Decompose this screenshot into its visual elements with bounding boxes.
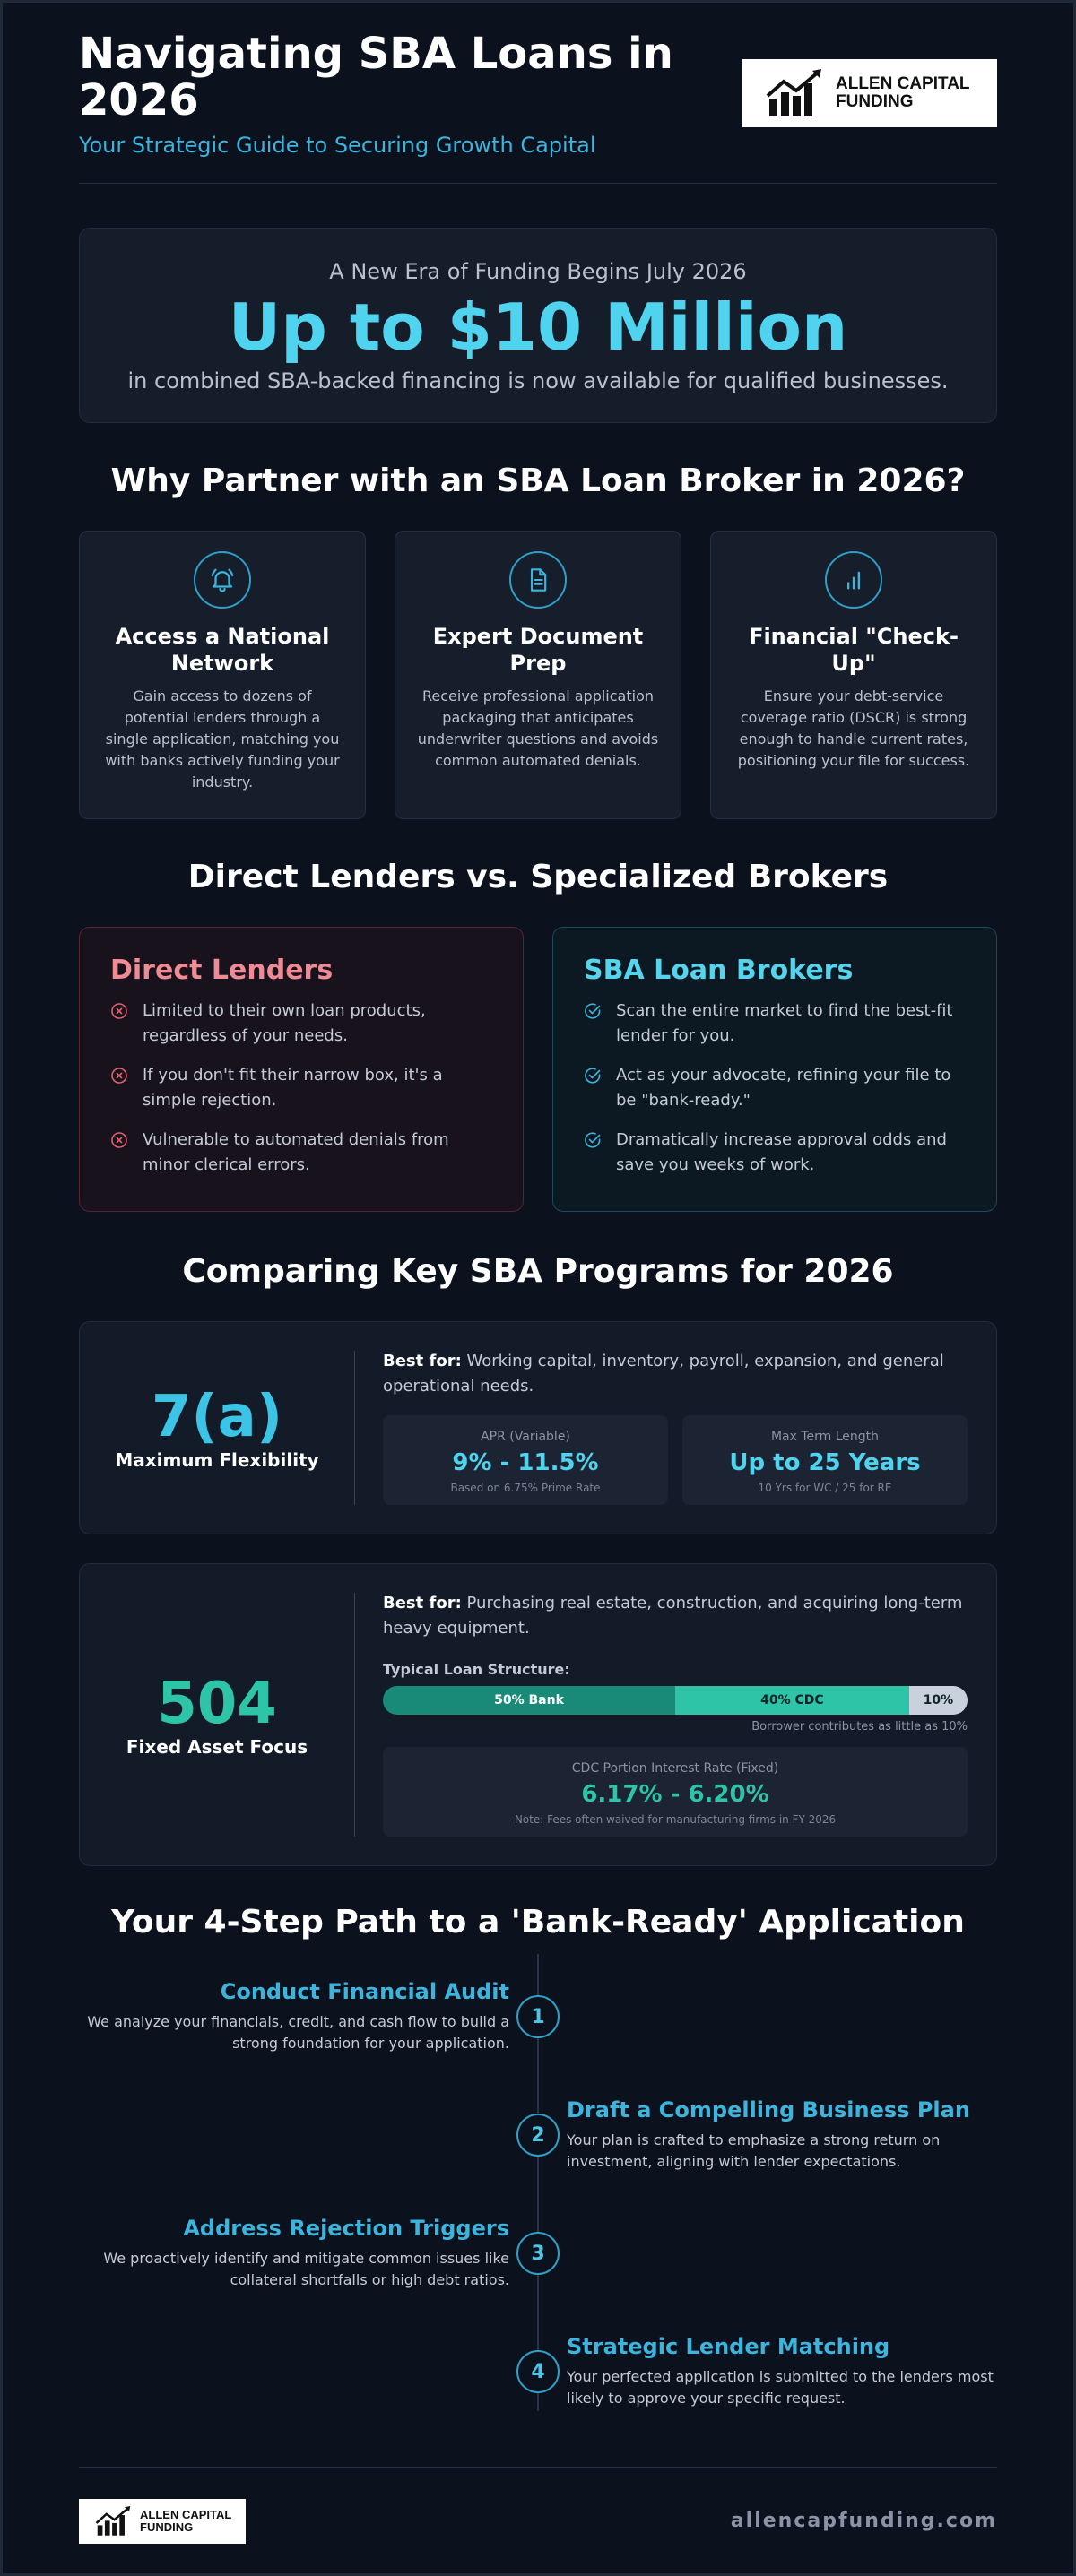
check-circle-icon (584, 1067, 602, 1085)
logo-line-2: FUNDING (140, 2520, 194, 2534)
step-text: We proactively identify and mitigate common issues like collateral shortfalls or high debt ratios. (103, 2250, 509, 2288)
company-logo[interactable] (742, 59, 997, 127)
direct-lenders-panel (79, 927, 524, 1212)
hero-pretext: A New Era of Funding Begins July 2026 (329, 259, 747, 284)
apr-stat (383, 1415, 668, 1505)
growth-chart-logo-icon (766, 69, 825, 117)
why-card-network (79, 531, 366, 819)
hero-panel (79, 228, 997, 423)
program-divider (354, 1593, 355, 1837)
program-7a-number: 7(a) (151, 1384, 283, 1450)
program-504-summary (80, 1564, 354, 1865)
stat-value: 6.17% - 6.20% (581, 1781, 769, 1808)
card-title: Financial "Check-Up" (749, 624, 959, 676)
why-cards (79, 531, 997, 819)
growth-chart-logo-icon (95, 2506, 133, 2537)
program-7a-best-for (383, 1349, 968, 1399)
loan-structure-note: Borrower contributes as little as 10% (751, 1720, 968, 1733)
step-title: Address Rejection Triggers (183, 2216, 509, 2241)
why-card-checkup (710, 531, 997, 819)
direct-lenders-list (110, 998, 492, 1178)
program-7a-subtitle: Maximum Flexibility (115, 1449, 319, 1471)
cdc-rate-stat (383, 1747, 968, 1837)
logo-text (836, 75, 970, 111)
step-4 (567, 2334, 997, 2409)
list-item-text: Limited to their own loan products, regardless of your needs. (143, 1001, 426, 1045)
program-504-number: 504 (157, 1671, 277, 1737)
list-item (110, 998, 492, 1049)
list-item (584, 1063, 966, 1113)
step-text: Your plan is crafted to emphasize a strong return on investment, aligning with lender expectations. (567, 2131, 941, 2170)
loan-structure-bar (383, 1686, 968, 1715)
program-504-subtitle: Fixed Asset Focus (126, 1736, 308, 1758)
step-text: We analyze your financials, credit, and cash flow to build a strong foundation for your application. (87, 2013, 509, 2052)
compare-panels (79, 927, 997, 1212)
step-2 (567, 2097, 997, 2173)
check-circle-icon (584, 1131, 602, 1149)
step-title: Conduct Financial Audit (220, 1979, 509, 2004)
sba-brokers-list (584, 998, 966, 1178)
program-divider (354, 1351, 355, 1505)
list-item (110, 1063, 492, 1113)
loan-structure-segment: 40% CDC (675, 1686, 909, 1715)
check-circle-icon (584, 1002, 602, 1020)
program-7a-panel (79, 1321, 997, 1534)
step-title: Strategic Lender Matching (567, 2334, 890, 2359)
steps-section-title: Your 4-Step Path to a 'Bank-Ready' Application (111, 1904, 965, 1941)
program-504-best-for (383, 1591, 968, 1641)
header-divider (79, 183, 997, 184)
list-item (584, 1128, 966, 1178)
logo-line-1: ALLEN CAPITAL (140, 2508, 232, 2521)
hero-posttext: in combined SBA-backed financing is now available for qualified businesses. (127, 368, 949, 393)
loan-structure-label: Typical Loan Structure: (383, 1661, 570, 1678)
x-circle-icon (110, 1002, 128, 1020)
step-number-2: 2 (516, 2114, 560, 2157)
loan-structure-segment: 10% (909, 1686, 968, 1715)
list-item-text: If you don't fit their narrow box, it's a simple rejection. (143, 1066, 443, 1110)
step-number-3: 3 (516, 2232, 560, 2275)
step-1 (79, 1979, 509, 2054)
program-504-details (383, 1591, 968, 1678)
card-title: Access a National Network (115, 624, 330, 676)
best-for-label: Best for: (383, 1594, 462, 1612)
bar-chart-icon (825, 551, 882, 609)
hero-amount: Up to $10 Million (228, 290, 848, 365)
list-item-text: Dramatically increase approval odds and save you weeks of work. (616, 1130, 947, 1174)
bell-icon (194, 551, 251, 609)
card-text: Gain access to dozens of potential lenders through a single application, matching you with banks actively funding your industry. (105, 687, 340, 791)
logo-text (140, 2509, 231, 2534)
list-item-text: Act as your advocate, refining your file to be "bank-ready." (616, 1066, 951, 1110)
program-7a-summary (80, 1322, 354, 1534)
stat-value: Up to 25 Years (729, 1449, 921, 1476)
program-504-panel (79, 1563, 997, 1866)
sba-brokers-panel (552, 927, 997, 1212)
website-link[interactable]: allencapfunding.com (730, 2510, 997, 2532)
x-circle-icon (110, 1131, 128, 1149)
footer-divider (79, 2467, 997, 2468)
stat-note: Note: Fees often waived for manufacturing firms in FY 2026 (514, 1813, 837, 1826)
card-title: Expert Document Prep (432, 624, 644, 676)
logo-line-2: FUNDING (836, 92, 914, 111)
best-for-text: Purchasing real estate, construction, and acquiring long-term heavy equipment. (383, 1594, 963, 1638)
footer-logo[interactable] (79, 2499, 246, 2544)
card-text: Receive professional application packaging that anticipates underwriter questions and avoids common automated denials. (417, 687, 659, 769)
list-item-text: Vulnerable to automated denials from minor clerical errors. (143, 1130, 449, 1174)
stat-label: APR (Variable) (481, 1430, 570, 1444)
loan-structure-segment: 50% Bank (383, 1686, 675, 1715)
stat-note: Based on 6.75% Prime Rate (450, 1482, 601, 1494)
sba-brokers-title: SBA Loan Brokers (584, 955, 854, 986)
logo-line-1: ALLEN CAPITAL (836, 74, 970, 93)
why-card-document (395, 531, 681, 819)
stat-label: Max Term Length (770, 1430, 880, 1444)
step-3 (79, 2216, 509, 2291)
step-title: Draft a Compelling Business Plan (567, 2097, 970, 2122)
direct-lenders-title: Direct Lenders (110, 955, 334, 986)
list-item (110, 1128, 492, 1178)
page-subtitle: Your Strategic Guide to Securing Growth Capital (79, 133, 596, 158)
term-stat (682, 1415, 968, 1505)
program-7a-details (383, 1349, 968, 1399)
step-text: Your perfected application is submitted to the lenders most likely to approve your specific request. (567, 2368, 994, 2407)
page-title: Navigating SBA Loans in 2026 (79, 29, 673, 125)
best-for-text: Working capital, inventory, payroll, expansion, and general operational needs. (383, 1352, 944, 1396)
list-item-text: Scan the entire market to find the best-fit lender for you. (616, 1001, 953, 1045)
document-icon (509, 551, 567, 609)
compare-section-title: Direct Lenders vs. Specialized Brokers (187, 859, 889, 895)
stat-value: 9% - 11.5% (452, 1449, 599, 1476)
programs-section-title: Comparing Key SBA Programs for 2026 (182, 1253, 894, 1290)
header (79, 30, 997, 183)
step-number-4: 4 (516, 2350, 560, 2393)
best-for-label: Best for: (383, 1352, 462, 1370)
step-number-1: 1 (516, 1995, 560, 2038)
stat-note: 10 Yrs for WC / 25 for RE (758, 1482, 892, 1494)
list-item (584, 998, 966, 1049)
why-section-title: Why Partner with an SBA Loan Broker in 2026? (110, 462, 966, 499)
x-circle-icon (110, 1067, 128, 1085)
stat-label: CDC Portion Interest Rate (Fixed) (571, 1761, 779, 1776)
card-text: Ensure your debt-service coverage ratio (DSCR) is strong enough to handle current rates, positioning your file for success. (737, 687, 970, 769)
